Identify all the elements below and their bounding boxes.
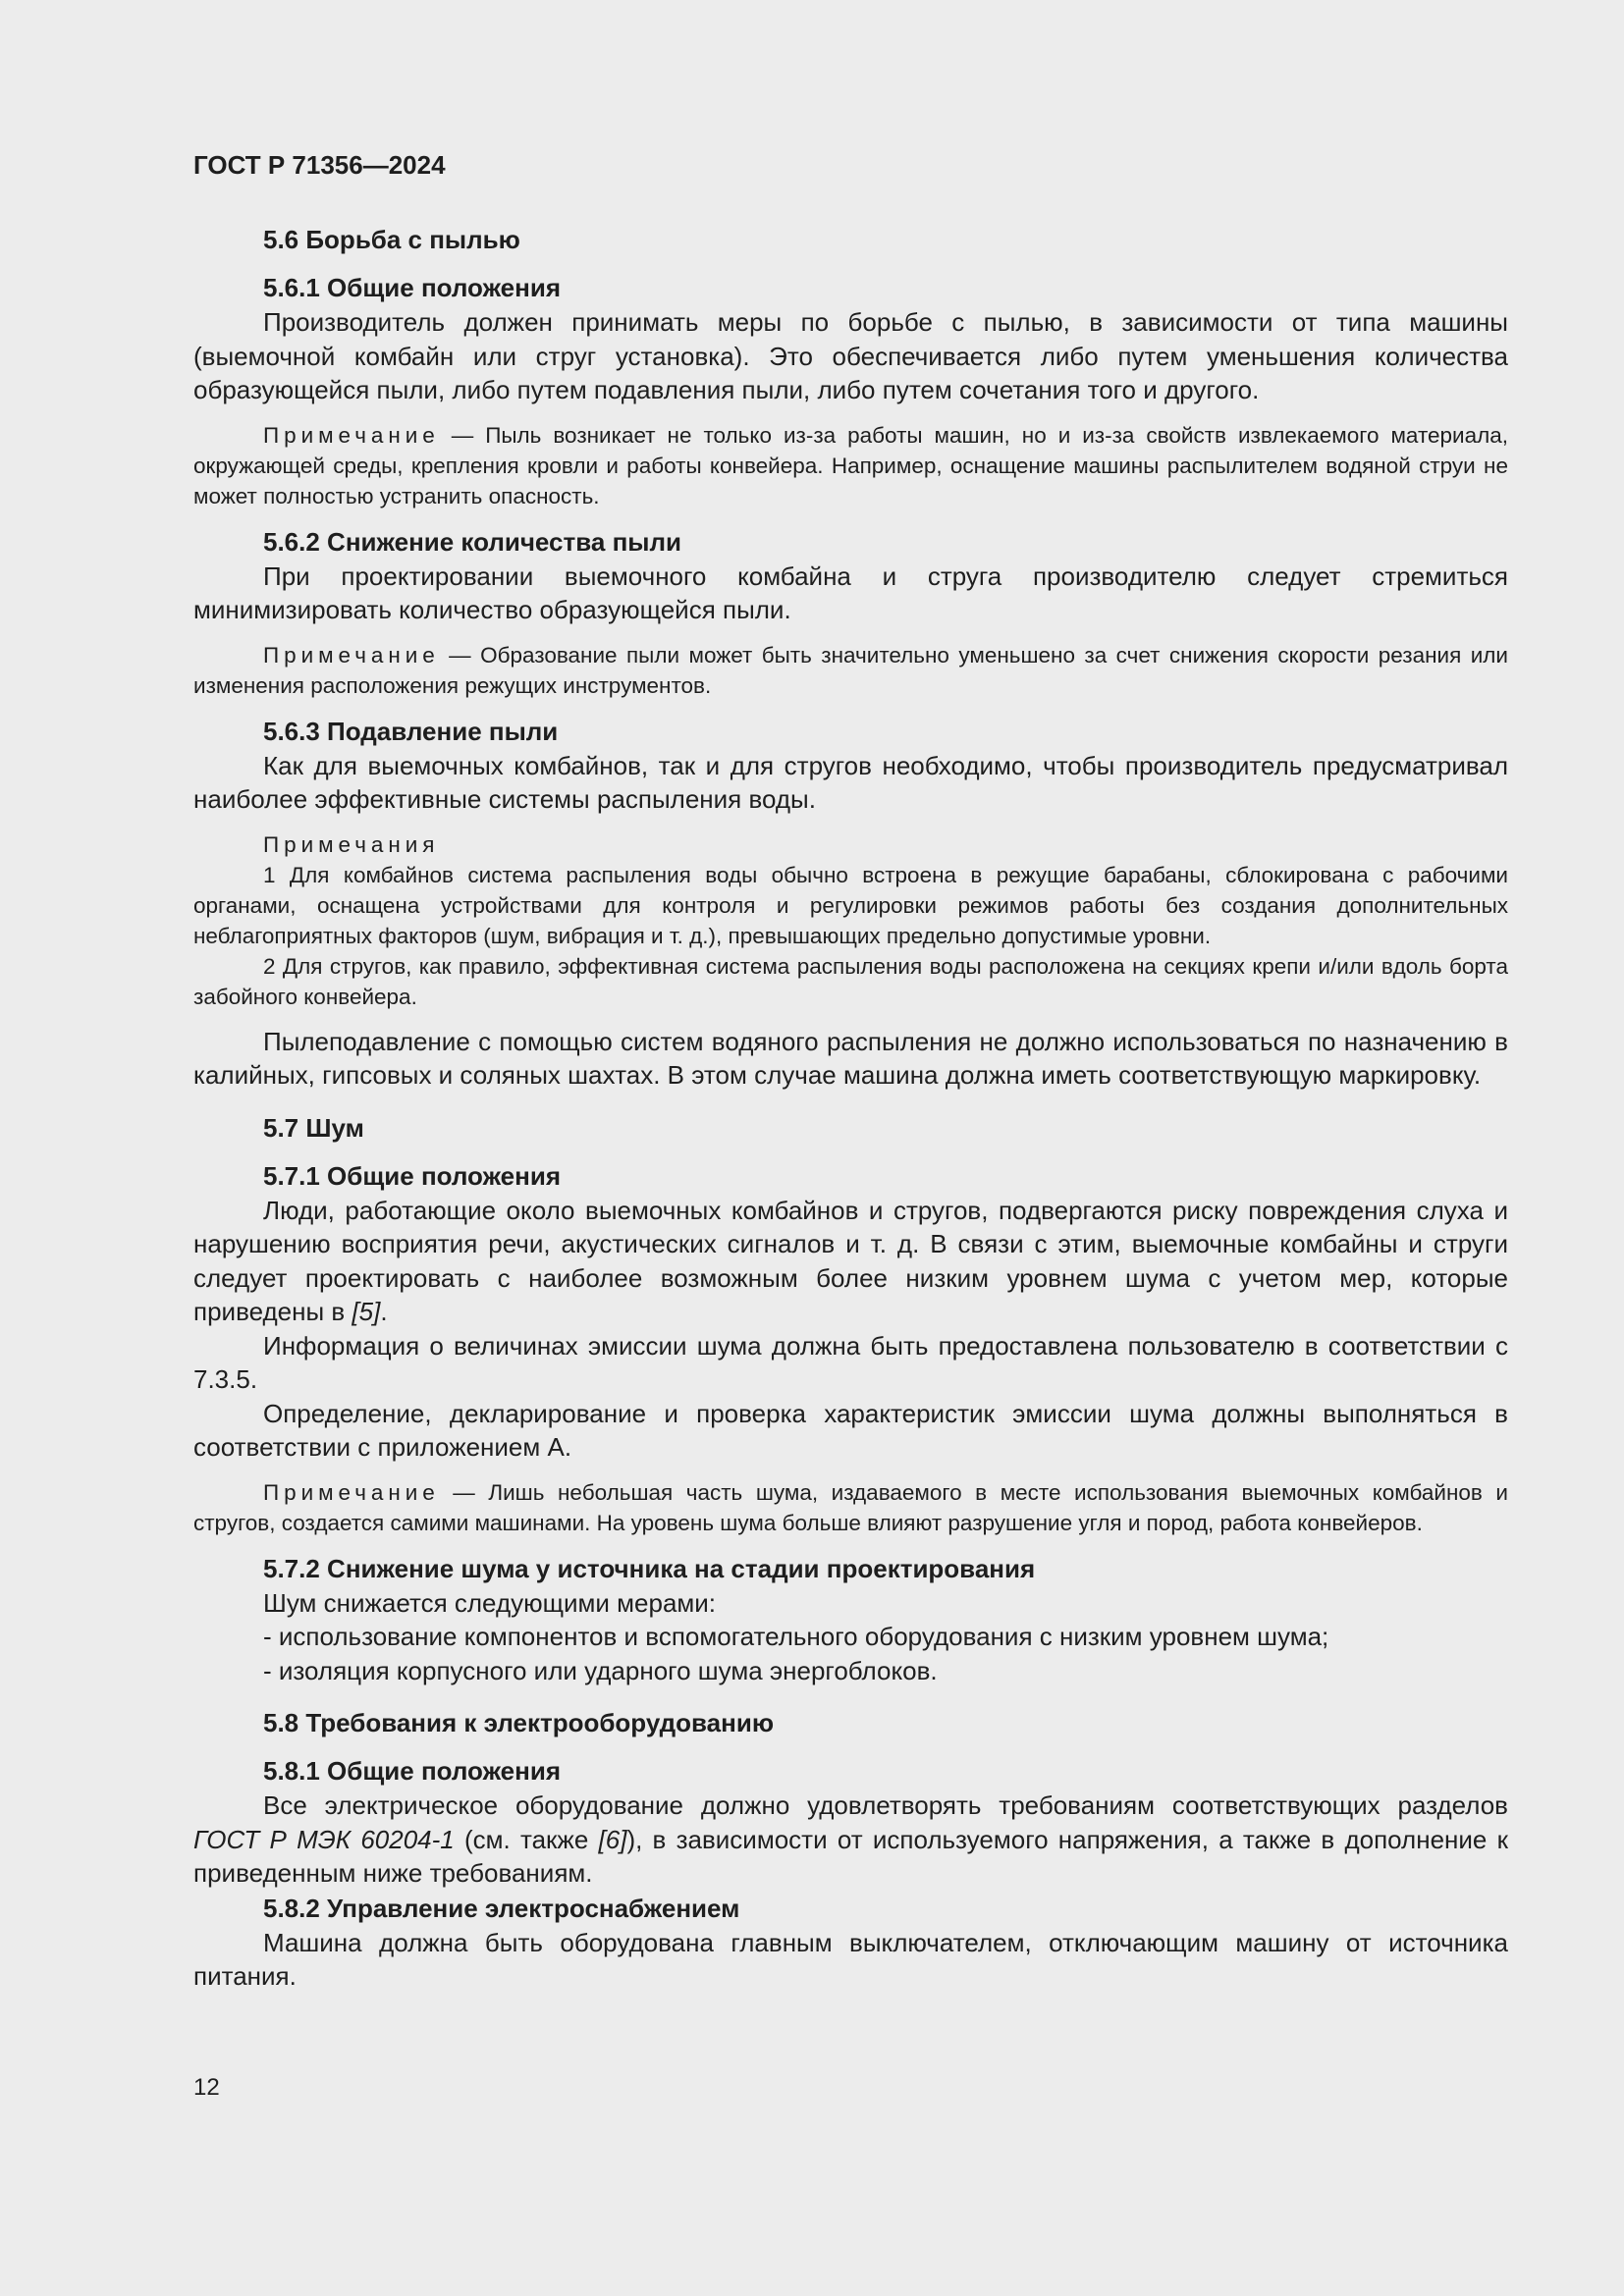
section-5-7-2-title: 5.7.2 Снижение шума у источника на стадии проектирования [263, 1553, 1036, 1583]
note-text: — Лишь небольшая часть шума, издаваемого в месте использования выемочных комбайнов и стругов, создается самими машинами. На уровень шума больше влияют разрушение угля и пород, работа конвейеров. [193, 1479, 1508, 1535]
section-5-8-1-title: 5.8.1 Общие положения [263, 1756, 561, 1786]
section-5-7-2-paragraph: Шум снижается следующими мерами: [263, 1587, 717, 1618]
section-5-6-1-paragraph: Производитель должен принимать меры по борьбе с пылью, в зависимости от типа машины (выемочной комбайн или струг установка). Это обеспечивается либо путем уменьшения количества образующейся пыли, либо путем подавления пыли, либо путем сочетания того и другого. [193, 307, 1508, 404]
note-text: — Пыль возникает не только из-за работы машин, но и из-за свойств извлекаемого материала, окружающей среды, крепления кровли и работы конвейера. Например, оснащение машины распылителем водяной струи не может полностью устранить опасность. [193, 422, 1508, 508]
section-5-7-2-list-item-2: - изоляция корпусного или ударного шума энергоблоков. [263, 1655, 938, 1685]
section-5-7-1-paragraph-1: Люди, работающие около выемочных комбайнов и стругов, подвергаются риску повреждения слуха и нарушению восприятия речи, акустических сигналов и т. д. В связи с этим, выемочные комбайны и струги следует проектировать с наиболее возможным более низким уровнем шума с учетом мер, которые приведены в [5]. [193, 1195, 1508, 1326]
section-5-6-1-note [193, 420, 1508, 511]
note-label: Примечание [263, 1479, 440, 1505]
section-5-6-3-title: 5.6.3 Подавление пыли [263, 716, 559, 746]
section-5-6-title: 5.6 Борьба с пылью [263, 225, 520, 254]
note-label: Примечание [263, 642, 440, 667]
section-5-7-2-list-item-1: - использование компонентов и вспомогательного оборудования с низким уровнем шума; [263, 1622, 1329, 1651]
document-header: ГОСТ Р 71356—2024 [193, 150, 446, 180]
note-label: Примечание [263, 422, 440, 448]
section-5-7-1-paragraph-2: Информация о величинах эмиссии шума должна быть предоставлена пользователю в соответствии с 7.3.5. [193, 1330, 1508, 1394]
section-5-6-1-title: 5.6.1 Общие положения [263, 273, 561, 302]
section-5-7-1-note [193, 1477, 1508, 1538]
section-5-6-2-paragraph: При проектировании выемочного комбайна и струга производителю следует стремиться минимизировать количество образующейся пыли. [193, 561, 1508, 624]
reference-5: [5] [352, 1297, 381, 1326]
standard-reference: ГОСТ Р МЭК 60204-1 [193, 1824, 455, 1854]
section-5-7-title: 5.7 Шум [263, 1112, 364, 1143]
reference-6: [6] [598, 1824, 627, 1854]
section-5-6-3-notes-label: Примечания [263, 831, 440, 857]
section-5-6-3-paragraph: Как для выемочных комбайнов, так и для стругов необходимо, чтобы производитель предусматривал наиболее эффективные системы распыления воды. [193, 750, 1508, 814]
note-text: — Образование пыли может быть значительно уменьшено за счет снижения скорости резания или изменения расположения режущих инструментов. [193, 642, 1508, 698]
section-5-7-1-title: 5.7.1 Общие положения [263, 1160, 561, 1191]
section-5-6-3-note-2: 2 Для стругов, как правило, эффективная система распыления воды расположена на секциях крепи и/или вдоль борта забойного конвейера. [193, 953, 1508, 1009]
section-5-6-2-title: 5.6.2 Снижение количества пыли [263, 526, 681, 557]
section-5-8-2-title: 5.8.2 Управление электроснабжением [263, 1893, 740, 1923]
section-5-6-2-note [193, 640, 1508, 701]
section-5-6-3-note-1: 1 Для комбайнов система распыления воды обычно встроена в режущие барабаны, сблокирована с рабочими органами, оснащена устройствами для контроля и регулировки режимов работы без создания дополнительных неблагоприятных факторов (шум, вибрация и т. д.), превышающих предельно допустимые уровни. [193, 862, 1508, 948]
section-5-8-1-paragraph: Все электрическое оборудование должно удовлетворять требованиям соответствующих разделов ГОСТ Р МЭК 60204-1 (см. также [6]), в зависимости от используемого напряжения, а также в дополнение к приведенным ниже требованиям. [193, 1790, 1508, 1888]
section-5-8-title: 5.8 Требования к электрооборудованию [263, 1708, 775, 1737]
page-number: 12 [193, 2074, 220, 2101]
section-5-6-3-paragraph-2: Пылеподавление с помощью систем водяного распыления не должно использоваться по назначению в калийных, гипсовых и соляных шахтах. В этом случае машина должна иметь соответствующую маркировку. [193, 1026, 1508, 1090]
document-body [193, 222, 1508, 1994]
section-5-8-2-paragraph: Машина должна быть оборудована главным выключателем, отключающим машину от источника питания. [193, 1927, 1508, 1991]
section-5-7-1-paragraph-3: Определение, декларирование и проверка характеристик эмиссии шума должны выполняться в соответствии с приложением А. [193, 1398, 1508, 1462]
